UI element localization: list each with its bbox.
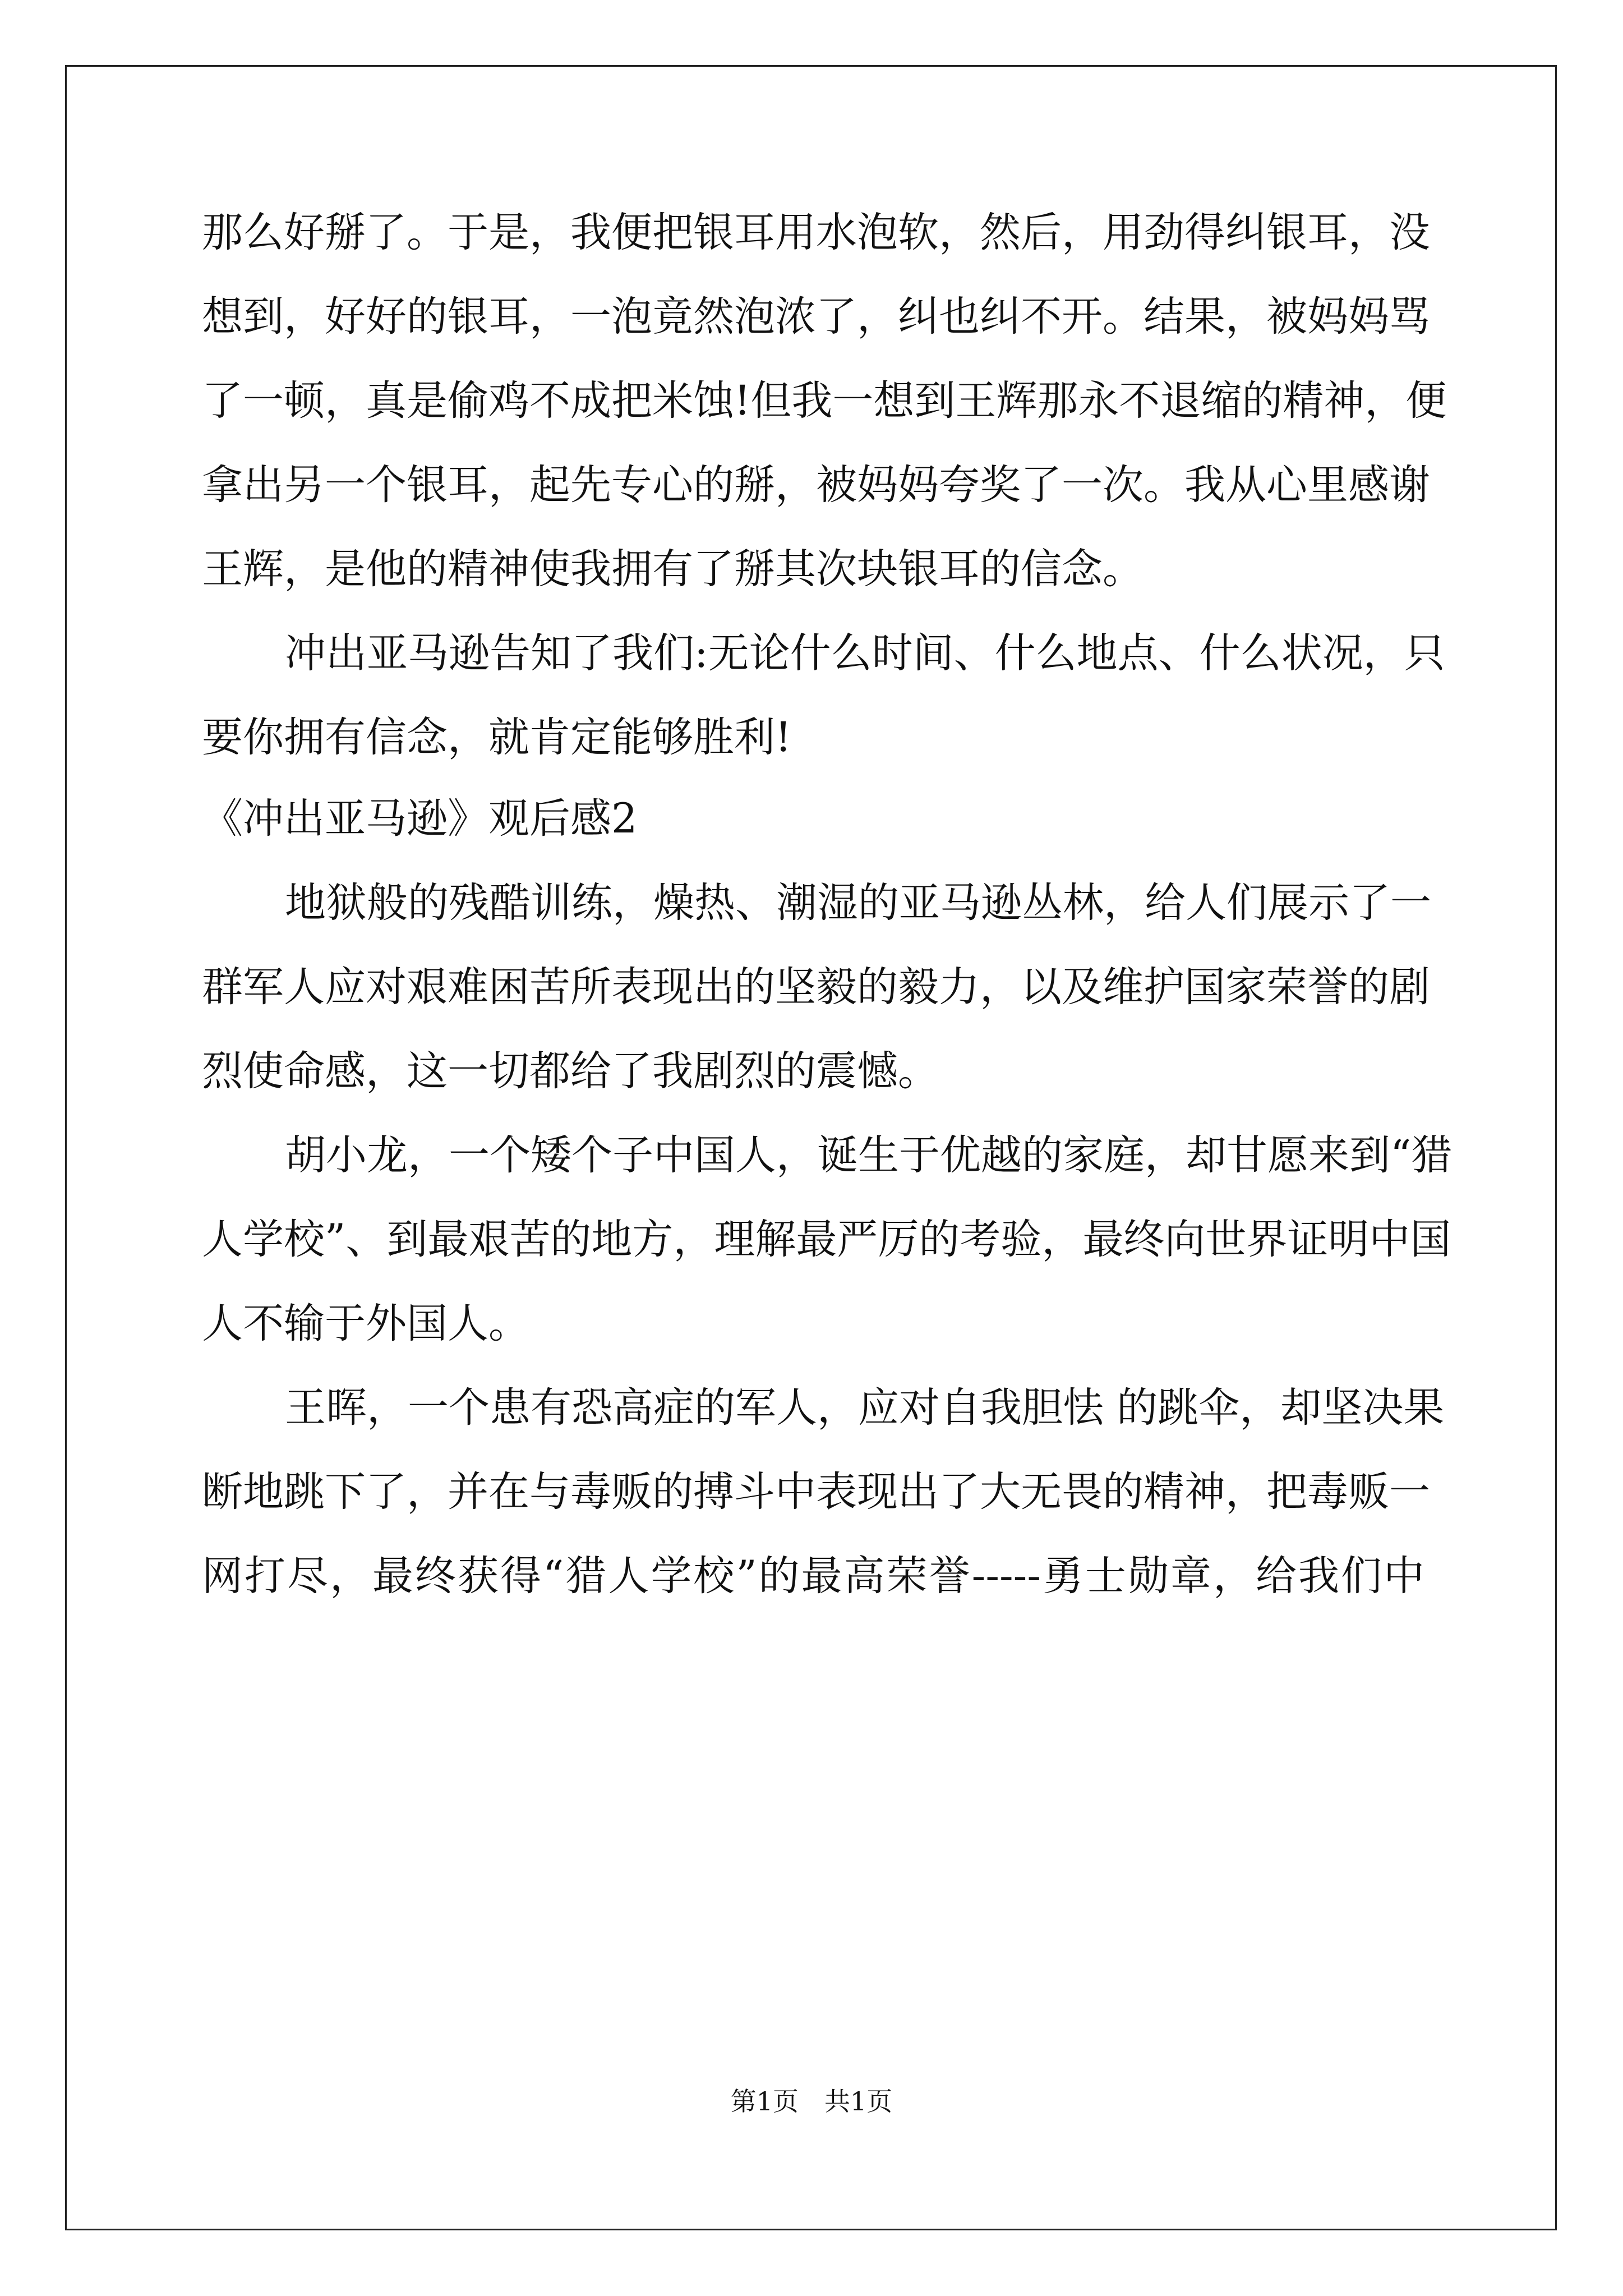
paragraph-start-line: 王晖，一个患有恐高症的军人，应对自我胆怯 的跳伞，却坚决果	[285, 1384, 1445, 1432]
page-footer: 第1页 共1页	[730, 2086, 893, 2116]
text-line: 了一顿，真是偷鸡不成把米蚀!但我一想到王辉那永不退缩的精神，便	[202, 377, 1447, 425]
paragraph-start-line: 地狱般的残酷训练，燥热、潮湿的亚马逊丛林，给人们展示了一	[285, 879, 1431, 927]
text-line: 拿出另一个银耳，起先专心的掰，被妈妈夸奖了一次。我从心里感谢	[202, 461, 1430, 509]
text-line: 人学校”、到最艰苦的地方，理解最严厉的考验，最终向世界证明中国	[202, 1216, 1451, 1263]
text-line: 群军人应对艰难困苦所表现出的坚毅的毅力，以及维护国家荣誉的剧	[202, 963, 1430, 1011]
text-line: 烈使命感，这一切都给了我剧烈的震憾。	[202, 1047, 939, 1095]
text-line: 人不输于外国人。	[202, 1300, 529, 1347]
paragraph-start-line: 胡小龙，一个矮个子中国人，诞生于优越的家庭，却甘愿来到“猎	[285, 1131, 1453, 1179]
text-line: 网打尽，最终获得“猎人学校”的最高荣誉-----勇士勋章，给我们中	[202, 1552, 1424, 1600]
text-line: 想到，好好的银耳，一泡竟然泡浓了，纠也纠不开。结果，被妈妈骂	[202, 293, 1430, 341]
text-line: 要你拥有信念，就肯定能够胜利!	[202, 714, 792, 761]
paragraph-start-line: 冲出亚马逊告知了我们:无论什么时间、什么地点、什么状况，只	[285, 629, 1445, 677]
text-line: 王辉，是他的精神使我拥有了掰其次块银耳的信念。	[202, 545, 1144, 593]
text-line: 那么好掰了。于是，我便把银耳用水泡软，然后，用劲得纠银耳，没	[202, 209, 1430, 256]
section-title: 《冲出亚马逊》观后感2	[202, 795, 638, 843]
text-line: 断地跳下了，并在与毒贩的搏斗中表现出了大无畏的精神，把毒贩一	[202, 1468, 1430, 1516]
